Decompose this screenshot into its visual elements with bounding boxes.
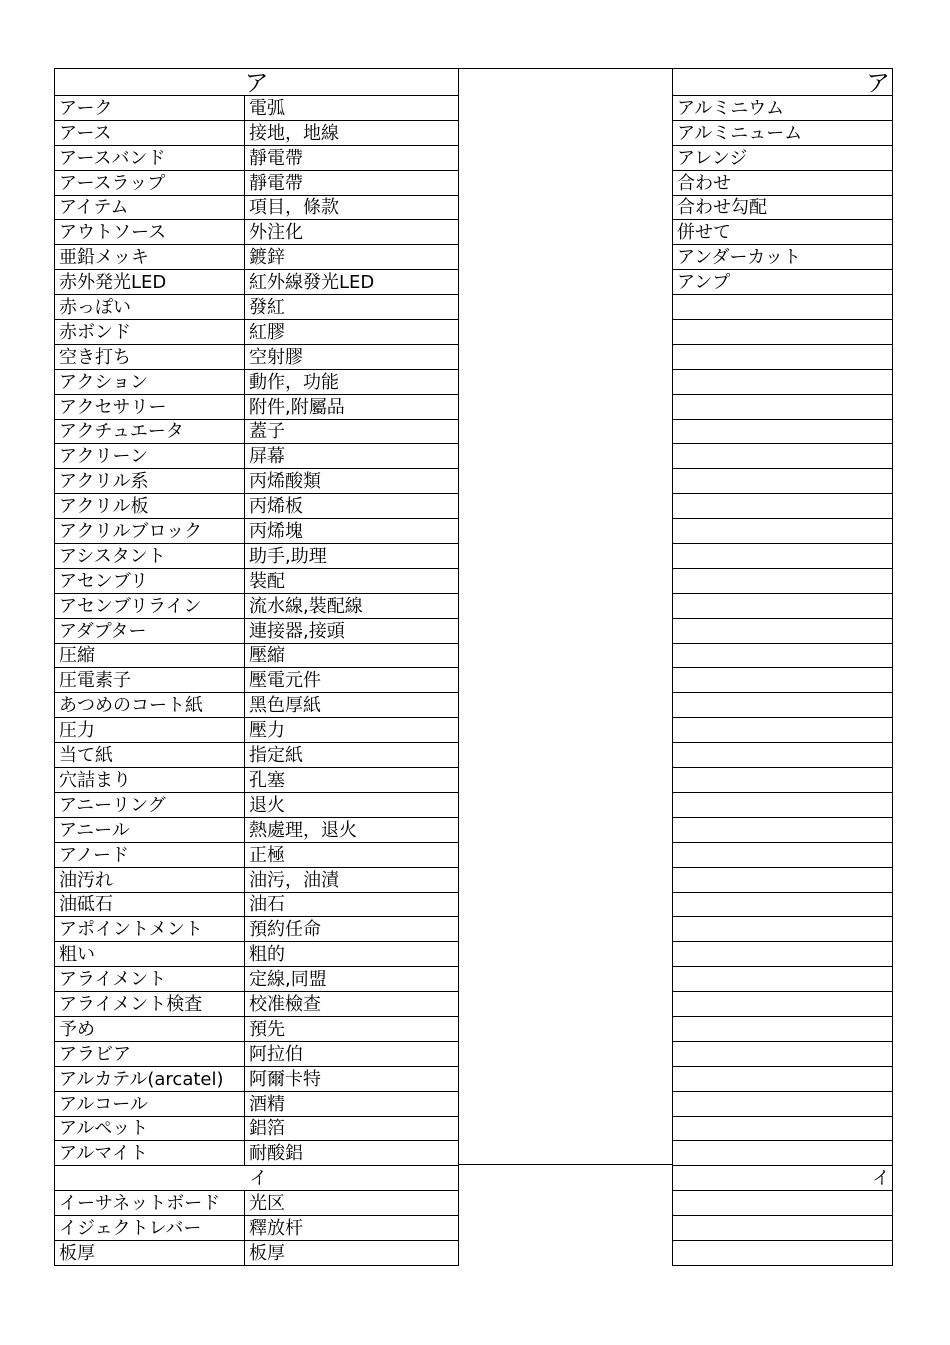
right-glossary-row	[673, 419, 893, 444]
glossary-row	[55, 867, 459, 892]
chinese-translation: 發紅	[245, 295, 459, 320]
japanese-term	[673, 344, 893, 369]
chinese-translation: 阿爾卡特	[245, 1066, 459, 1091]
japanese-term	[673, 1141, 893, 1166]
japanese-term	[673, 1016, 893, 1041]
chinese-translation: 指定紙	[245, 743, 459, 768]
chinese-translation: 連接器,接頭	[245, 618, 459, 643]
section-a-heading: ア	[55, 69, 459, 96]
right-glossary-row	[673, 593, 893, 618]
section-a-header-row	[55, 69, 459, 96]
glossary-row	[55, 967, 459, 992]
japanese-term	[673, 295, 893, 320]
right-glossary-row	[673, 1191, 893, 1216]
right-glossary-row	[673, 394, 893, 419]
chinese-translation: 耐酸鋁	[245, 1141, 459, 1166]
right-glossary-row	[673, 1241, 893, 1266]
japanese-term: アンダーカット	[673, 245, 893, 270]
japanese-term: 合わせ	[673, 170, 893, 195]
chinese-translation: 接地，地線	[245, 120, 459, 145]
glossary-row	[55, 1141, 459, 1166]
right-glossary-table	[672, 68, 893, 1266]
chinese-translation: 孔塞	[245, 768, 459, 793]
japanese-term	[673, 444, 893, 469]
right-glossary-row	[673, 170, 893, 195]
japanese-term: 粗い	[55, 942, 245, 967]
chinese-translation: 阿拉伯	[245, 1041, 459, 1066]
japanese-term	[673, 394, 893, 419]
glossary-row	[55, 96, 459, 121]
right-glossary-row	[673, 369, 893, 394]
japanese-term: アシスタント	[55, 544, 245, 569]
japanese-term: アクリル板	[55, 494, 245, 519]
japanese-term: アーク	[55, 96, 245, 121]
glossary-row	[55, 1191, 459, 1216]
glossary-row	[55, 892, 459, 917]
glossary-row	[55, 320, 459, 345]
chinese-translation: 油石	[245, 892, 459, 917]
chinese-translation: 校准檢查	[245, 992, 459, 1017]
glossary-row	[55, 1091, 459, 1116]
japanese-term: アースラップ	[55, 170, 245, 195]
right-glossary-row	[673, 743, 893, 768]
right-glossary-row	[673, 992, 893, 1017]
japanese-term	[673, 942, 893, 967]
chinese-translation: 油污，油漬	[245, 867, 459, 892]
right-glossary-row	[673, 320, 893, 345]
left-glossary-table	[54, 68, 459, 1266]
japanese-term: アクション	[55, 369, 245, 394]
glossary-row	[55, 817, 459, 842]
japanese-term: アポイントメント	[55, 917, 245, 942]
chinese-translation: 丙烯板	[245, 494, 459, 519]
japanese-term: アルコール	[55, 1091, 245, 1116]
glossary-row	[55, 145, 459, 170]
japanese-term: 亜鉛メッキ	[55, 245, 245, 270]
japanese-term: アニール	[55, 817, 245, 842]
right-glossary-row	[673, 792, 893, 817]
section-a-header-rule	[458, 68, 672, 69]
chinese-translation: 丙烯塊	[245, 519, 459, 544]
chinese-translation: 定線,同盟	[245, 967, 459, 992]
chinese-translation: 紅膠	[245, 320, 459, 345]
right-glossary-row	[673, 618, 893, 643]
right-glossary-row	[673, 1016, 893, 1041]
japanese-term: 圧縮	[55, 643, 245, 668]
japanese-term: 当て紙	[55, 743, 245, 768]
right-glossary-row	[673, 1091, 893, 1116]
chinese-translation: 附件,附屬品	[245, 394, 459, 419]
chinese-translation: 電弧	[245, 96, 459, 121]
japanese-term: アセンブリライン	[55, 593, 245, 618]
japanese-term: アースバンド	[55, 145, 245, 170]
japanese-term	[673, 892, 893, 917]
empty-cell	[673, 1216, 893, 1241]
japanese-term	[673, 792, 893, 817]
japanese-term: 赤っぽい	[55, 295, 245, 320]
japanese-term	[673, 693, 893, 718]
right-glossary-row	[673, 942, 893, 967]
japanese-term: アクリーン	[55, 444, 245, 469]
glossary-row	[55, 693, 459, 718]
glossary-row	[55, 593, 459, 618]
japanese-term	[673, 1116, 893, 1141]
glossary-row	[55, 494, 459, 519]
glossary-row	[55, 992, 459, 1017]
japanese-term: アウトソース	[55, 220, 245, 245]
japanese-term	[673, 992, 893, 1017]
glossary-row	[55, 917, 459, 942]
japanese-term	[673, 842, 893, 867]
right-glossary-row	[673, 96, 893, 121]
section-i-heading: イ	[55, 1166, 459, 1191]
left-glossary-body	[55, 69, 459, 1266]
glossary-row	[55, 618, 459, 643]
glossary-row	[55, 1241, 459, 1266]
japanese-term	[673, 867, 893, 892]
japanese-term: 穴詰まり	[55, 768, 245, 793]
japanese-term: アクチュエータ	[55, 419, 245, 444]
chinese-translation: 粗的	[245, 942, 459, 967]
section-a-right-header-row	[673, 69, 893, 96]
glossary-row	[55, 1116, 459, 1141]
japanese-term	[673, 817, 893, 842]
glossary-row	[55, 394, 459, 419]
right-glossary-row	[673, 1066, 893, 1091]
japanese-term	[673, 419, 893, 444]
chinese-translation: 釋放杆	[245, 1216, 459, 1241]
right-glossary-row	[673, 1141, 893, 1166]
right-glossary-row	[673, 693, 893, 718]
japanese-term: アクリル系	[55, 469, 245, 494]
japanese-term: 圧力	[55, 718, 245, 743]
chinese-translation: 退火	[245, 792, 459, 817]
chinese-translation: 丙烯酸類	[245, 469, 459, 494]
japanese-term: 油砥石	[55, 892, 245, 917]
japanese-term	[673, 743, 893, 768]
chinese-translation: 光区	[245, 1191, 459, 1216]
chinese-translation: 預先	[245, 1016, 459, 1041]
japanese-term: アライメント検査	[55, 992, 245, 1017]
right-glossary-row	[673, 892, 893, 917]
japanese-term: 赤ボンド	[55, 320, 245, 345]
right-glossary-row	[673, 967, 893, 992]
japanese-term: アセンブリ	[55, 568, 245, 593]
right-glossary-row	[673, 1041, 893, 1066]
chinese-translation: 酒精	[245, 1091, 459, 1116]
japanese-term	[673, 768, 893, 793]
section-i-header-rule	[458, 1164, 672, 1165]
japanese-term: 油汚れ	[55, 867, 245, 892]
japanese-term	[673, 668, 893, 693]
right-glossary-row	[673, 270, 893, 295]
right-glossary-row	[673, 494, 893, 519]
japanese-term	[673, 593, 893, 618]
chinese-translation: 靜電帶	[245, 170, 459, 195]
chinese-translation: 裝配	[245, 568, 459, 593]
japanese-term: アライメント	[55, 967, 245, 992]
right-glossary-row	[673, 245, 893, 270]
chinese-translation: 動作，功能	[245, 369, 459, 394]
japanese-term	[673, 469, 893, 494]
glossary-row	[55, 120, 459, 145]
japanese-term: 赤外発光LED	[55, 270, 245, 295]
glossary-row	[55, 668, 459, 693]
chinese-translation: 流水線,裝配線	[245, 593, 459, 618]
chinese-translation: 壓電元件	[245, 668, 459, 693]
right-glossary-row	[673, 867, 893, 892]
chinese-translation: 屏幕	[245, 444, 459, 469]
section-i-right-header-row	[673, 1166, 893, 1191]
glossary-row	[55, 643, 459, 668]
glossary-row	[55, 1216, 459, 1241]
chinese-translation: 鍍鋅	[245, 245, 459, 270]
japanese-term: あつめのコート紙	[55, 693, 245, 718]
right-glossary-row	[673, 295, 893, 320]
glossary-row	[55, 544, 459, 569]
right-glossary-row	[673, 444, 893, 469]
glossary-row	[55, 1041, 459, 1066]
right-glossary-row	[673, 1116, 893, 1141]
chinese-translation: 熱處理，退火	[245, 817, 459, 842]
chinese-translation: 空射膠	[245, 344, 459, 369]
japanese-term	[673, 519, 893, 544]
chinese-translation: 壓力	[245, 718, 459, 743]
chinese-translation: 蓋子	[245, 419, 459, 444]
section-i-right-heading: イ	[673, 1166, 893, 1191]
japanese-term: アレンジ	[673, 145, 893, 170]
japanese-term	[673, 320, 893, 345]
japanese-term: 予め	[55, 1016, 245, 1041]
glossary-row	[55, 792, 459, 817]
glossary-row	[55, 195, 459, 220]
right-glossary-row	[673, 120, 893, 145]
glossary-row	[55, 768, 459, 793]
chinese-translation: 項目，條款	[245, 195, 459, 220]
chinese-translation: 助手,助理	[245, 544, 459, 569]
japanese-term: イジェクトレバー	[55, 1216, 245, 1241]
right-glossary-row	[673, 817, 893, 842]
japanese-term: アイテム	[55, 195, 245, 220]
right-glossary-row	[673, 718, 893, 743]
glossary-row	[55, 295, 459, 320]
right-glossary-row	[673, 469, 893, 494]
japanese-term: 空き打ち	[55, 344, 245, 369]
glossary-row	[55, 270, 459, 295]
chinese-translation: 靜電帶	[245, 145, 459, 170]
chinese-translation: 外注化	[245, 220, 459, 245]
glossary-row	[55, 444, 459, 469]
chinese-translation: 板厚	[245, 1241, 459, 1266]
japanese-term: 圧電素子	[55, 668, 245, 693]
japanese-term: アンプ	[673, 270, 893, 295]
right-glossary-row	[673, 344, 893, 369]
japanese-term: 合わせ勾配	[673, 195, 893, 220]
empty-cell	[673, 1241, 893, 1266]
glossary-row	[55, 344, 459, 369]
right-glossary-row	[673, 643, 893, 668]
japanese-term: アルカテル(arcatel)	[55, 1066, 245, 1091]
japanese-term	[673, 568, 893, 593]
glossary-row	[55, 170, 459, 195]
japanese-term	[673, 967, 893, 992]
japanese-term: アクリルブロック	[55, 519, 245, 544]
glossary-row	[55, 718, 459, 743]
glossary-row	[55, 220, 459, 245]
glossary-row	[55, 568, 459, 593]
glossary-row	[55, 519, 459, 544]
japanese-term	[673, 917, 893, 942]
japanese-term: アルマイト	[55, 1141, 245, 1166]
japanese-term: アルミニューム	[673, 120, 893, 145]
section-a-right-heading: ア	[673, 69, 893, 96]
right-glossary-row	[673, 842, 893, 867]
japanese-term	[673, 494, 893, 519]
glossary-row	[55, 419, 459, 444]
glossary-row	[55, 842, 459, 867]
glossary-row	[55, 1066, 459, 1091]
japanese-term: アノード	[55, 842, 245, 867]
glossary-row	[55, 245, 459, 270]
glossary-row	[55, 1016, 459, 1041]
glossary-row	[55, 743, 459, 768]
right-glossary-row	[673, 544, 893, 569]
right-glossary-row	[673, 668, 893, 693]
glossary-row	[55, 369, 459, 394]
chinese-translation: 紅外線發光LED	[245, 270, 459, 295]
japanese-term: イーサネットボード	[55, 1191, 245, 1216]
right-glossary-row	[673, 195, 893, 220]
right-glossary-body	[673, 69, 893, 1266]
section-i-header-row	[55, 1166, 459, 1191]
japanese-term: アルペット	[55, 1116, 245, 1141]
japanese-term	[673, 1041, 893, 1066]
japanese-term: アニーリング	[55, 792, 245, 817]
japanese-term: アダプター	[55, 618, 245, 643]
empty-cell	[673, 1191, 893, 1216]
right-glossary-row	[673, 917, 893, 942]
right-glossary-row	[673, 220, 893, 245]
chinese-translation: 正極	[245, 842, 459, 867]
japanese-term: 板厚	[55, 1241, 245, 1266]
chinese-translation: 預約任命	[245, 917, 459, 942]
right-glossary-row	[673, 519, 893, 544]
japanese-term: 併せて	[673, 220, 893, 245]
japanese-term	[673, 1091, 893, 1116]
japanese-term: アラビア	[55, 1041, 245, 1066]
japanese-term	[673, 618, 893, 643]
glossary-row	[55, 942, 459, 967]
japanese-term: アクセサリー	[55, 394, 245, 419]
chinese-translation: 黑色厚紙	[245, 693, 459, 718]
right-glossary-row	[673, 768, 893, 793]
japanese-term: アルミニウム	[673, 96, 893, 121]
japanese-term	[673, 643, 893, 668]
japanese-term	[673, 718, 893, 743]
glossary-row	[55, 469, 459, 494]
chinese-translation: 壓縮	[245, 643, 459, 668]
right-glossary-row	[673, 568, 893, 593]
chinese-translation: 鋁箔	[245, 1116, 459, 1141]
japanese-term	[673, 544, 893, 569]
right-glossary-row	[673, 145, 893, 170]
japanese-term	[673, 369, 893, 394]
japanese-term	[673, 1066, 893, 1091]
right-glossary-row	[673, 1216, 893, 1241]
japanese-term: アース	[55, 120, 245, 145]
